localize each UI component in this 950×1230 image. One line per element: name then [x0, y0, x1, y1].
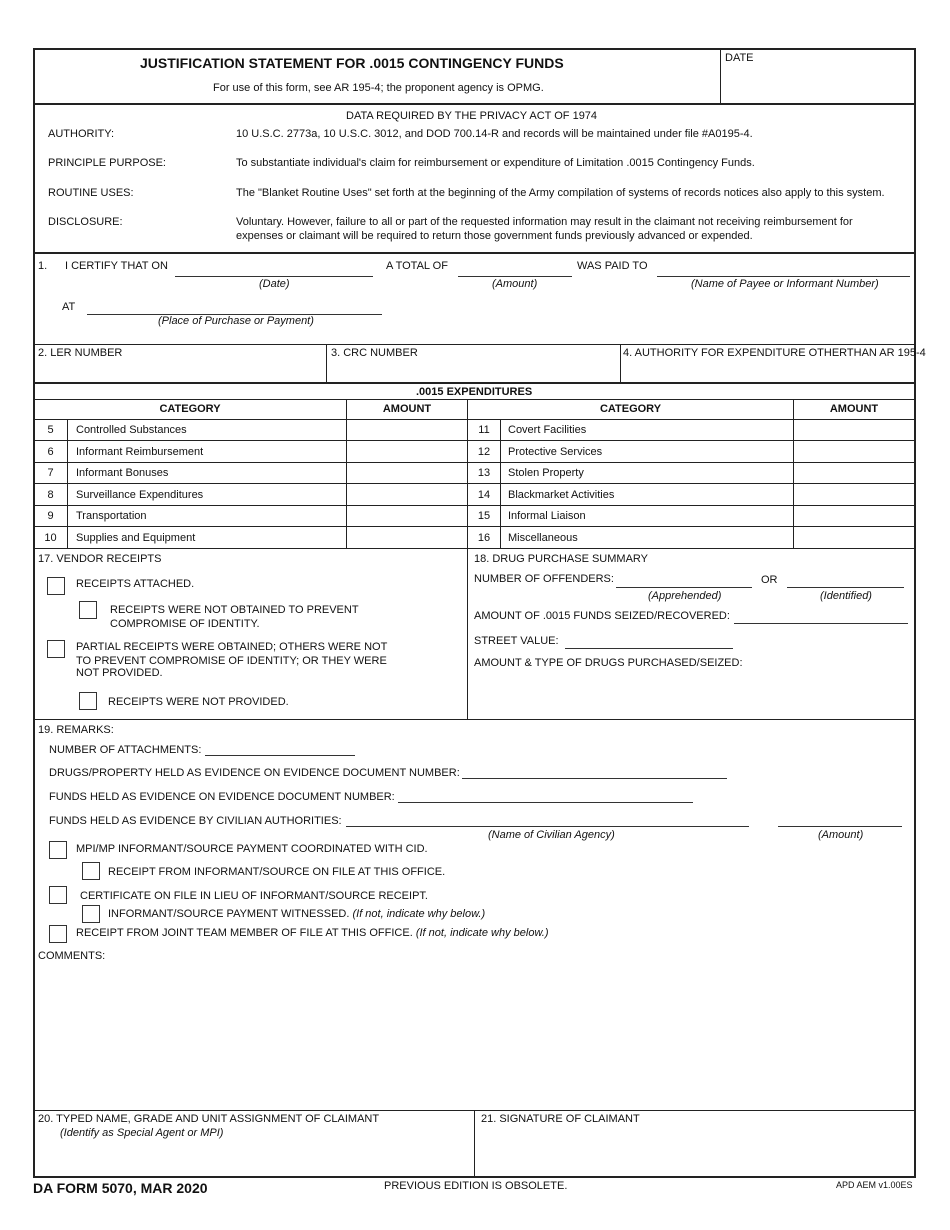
receipt-informant-label: RECEIPT FROM INFORMANT/SOURCE ON FILE AT THIS OFFICE. — [108, 866, 446, 878]
partial-receipts-line-3: NOT PROVIDED. — [76, 667, 163, 679]
row-category: Surveillance Expenditures — [76, 489, 204, 501]
funds-civilian-label: FUNDS HELD AS EVIDENCE BY CIVILIAN AUTHORITIES: — [49, 815, 342, 827]
payee-input[interactable] — [659, 260, 908, 275]
expenditures-heading: .0015 EXPENDITURES — [416, 386, 533, 398]
certificate-checkbox[interactable] — [49, 886, 67, 904]
street-label: STREET VALUE: — [474, 635, 559, 647]
row-category: Miscellaneous — [508, 532, 578, 544]
partial-receipts-checkbox[interactable] — [47, 640, 65, 658]
row-amount-input[interactable] — [797, 445, 911, 460]
total-label: A TOTAL OF — [386, 260, 448, 272]
row-number: 14 — [477, 489, 491, 501]
payment-witnessed-note: (If not, indicate why below.) — [352, 908, 486, 920]
row-number: 12 — [477, 446, 491, 458]
privacy-heading: DATA REQUIRED BY THE PRIVACY ACT OF 1974 — [346, 110, 598, 122]
payment-witnessed-label — [108, 908, 485, 920]
row-amount-input[interactable] — [797, 466, 911, 481]
place-input[interactable] — [89, 298, 380, 313]
row-number: 15 — [477, 510, 491, 522]
seized-label: AMOUNT OF .0015 FUNDS SEIZED/RECOVERED: — [474, 610, 730, 622]
identified-input[interactable] — [789, 571, 902, 586]
offenders-label: NUMBER OF OFFENDERS: — [474, 573, 614, 585]
certify-amount-input[interactable] — [460, 260, 570, 275]
row-category: Informant Bonuses — [76, 467, 169, 479]
row-amount-input[interactable] — [350, 531, 464, 546]
attachments-input[interactable] — [207, 739, 353, 754]
mpi-coordinated-label: MPI/MP INFORMANT/SOURCE PAYMENT COORDINATED WITH CID. — [76, 843, 428, 855]
receipts-not-provided-checkbox[interactable] — [79, 692, 97, 710]
place-caption: (Place of Purchase or Payment) — [158, 315, 314, 327]
row-category: Covert Facilities — [508, 424, 587, 436]
or-label: OR — [761, 574, 778, 586]
purpose-text: To substantiate individual's claim for reimbursement or expenditure of Limitation .0015 Contingency Funds. — [236, 157, 755, 169]
row-category: Supplies and Equipment — [76, 532, 196, 544]
authority-expenditure-input[interactable] — [625, 363, 910, 379]
row-amount-input[interactable] — [350, 466, 464, 481]
row-amount-input[interactable] — [797, 531, 911, 546]
agency-caption: (Name of Civilian Agency) — [488, 829, 615, 841]
crc-label: 3. CRC NUMBER — [331, 347, 418, 359]
row-category: Informant Reimbursement — [76, 446, 204, 458]
joint-team-text: RECEIPT FROM JOINT TEAM MEMBER OF FILE AT THIS OFFICE. — [76, 927, 413, 939]
left-category-header: CATEGORY — [159, 403, 221, 415]
receipts-not-obtained-checkbox[interactable] — [79, 601, 97, 619]
receipts-not-provided-label: RECEIPTS WERE NOT PROVIDED. — [108, 696, 289, 708]
row-number: 11 — [478, 424, 490, 436]
purpose-label: PRINCIPLE PURPOSE: — [48, 157, 166, 169]
edition-note: PREVIOUS EDITION IS OBSOLETE. — [384, 1180, 568, 1192]
row-number: 6 — [47, 446, 54, 458]
partial-receipts-line-1: PARTIAL RECEIPTS WERE OBTAINED; OTHERS WERE NOT — [76, 641, 388, 653]
row-amount-input[interactable] — [797, 488, 911, 503]
row-number: 10 — [44, 532, 57, 544]
claimant-name-input[interactable] — [38, 1145, 468, 1171]
funds-doc-input[interactable] — [400, 786, 691, 801]
identified-caption: (Identified) — [820, 590, 872, 602]
certificate-label: CERTIFICATE ON FILE IN LIEU OF INFORMANT/SOURCE RECEIPT. — [80, 890, 428, 902]
authority-expenditure-label: 4. AUTHORITY FOR EXPENDITURE OTHERTHAN AR 195-4 — [623, 347, 926, 359]
row-category: Informal Liaison — [508, 510, 586, 522]
amount-caption: (Amount) — [492, 278, 538, 290]
disclosure-text-2: expenses or claimant will be required to return those government funds previously advanced or expended. — [236, 230, 753, 242]
row-category: Protective Services — [508, 446, 603, 458]
authority-label: AUTHORITY: — [48, 128, 115, 140]
row-number: 9 — [47, 510, 54, 522]
version-label: APD AEM v1.00ES — [836, 1180, 913, 1190]
row-number: 16 — [477, 532, 491, 544]
partial-receipts-line-2: TO PREVENT COMPROMISE OF IDENTITY; OR THEY WERE — [76, 655, 387, 667]
routine-text: The "Blanket Routine Uses" set forth at the beginning of the Army compilation of systems of records notices also apply to this system. — [236, 187, 885, 199]
signature-label: 21. SIGNATURE OF CLAIMANT — [481, 1113, 640, 1125]
row-category: Controlled Substances — [76, 424, 187, 436]
row-number: 7 — [47, 467, 54, 479]
form-subtitle: For use of this form, see AR 195-4; the proponent agency is OPMG. — [213, 82, 544, 94]
joint-team-note: (If not, indicate why below.) — [415, 927, 549, 939]
at-label: AT — [62, 301, 76, 313]
payment-witnessed-text: INFORMANT/SOURCE PAYMENT WITNESSED. — [108, 908, 350, 920]
drug-heading: 18. DRUG PURCHASE SUMMARY — [474, 553, 648, 565]
civilian-agency-input[interactable] — [348, 810, 747, 825]
disclosure-label: DISCLOSURE: — [48, 216, 123, 228]
remarks-amount-caption: (Amount) — [818, 829, 864, 841]
joint-team-label — [76, 927, 549, 939]
receipts-attached-checkbox[interactable] — [47, 577, 65, 595]
row-number: 13 — [477, 467, 491, 479]
ler-label: 2. LER NUMBER — [38, 347, 123, 359]
paid-label: WAS PAID TO — [577, 260, 648, 272]
right-amount-header: AMOUNT — [829, 403, 879, 415]
comments-label: COMMENTS: — [38, 950, 106, 962]
drug-type-label: AMOUNT & TYPE OF DRUGS PURCHASED/SEIZED: — [474, 657, 743, 669]
attachments-label: NUMBER OF ATTACHMENTS: — [49, 744, 202, 756]
row-amount-input[interactable] — [350, 509, 464, 524]
apprehended-caption: (Apprehended) — [648, 590, 722, 602]
date-label: DATE — [725, 52, 754, 64]
signature-field[interactable] — [478, 1130, 910, 1174]
crc-input[interactable] — [331, 363, 615, 379]
certify-number: 1. — [38, 260, 48, 272]
row-number: 5 — [47, 424, 54, 436]
apprehended-input[interactable] — [618, 571, 750, 586]
right-category-header: CATEGORY — [599, 403, 662, 415]
row-amount-input[interactable] — [797, 423, 911, 438]
mpi-coordinated-checkbox[interactable] — [49, 841, 67, 859]
drug-type-input[interactable] — [474, 675, 910, 715]
form-id: DA FORM 5070, MAR 2020 — [33, 1180, 208, 1196]
receipt-informant-checkbox[interactable] — [82, 862, 100, 880]
disclosure-text-1: Voluntary. However, failure to all or part of the requested information may result in the claimant not receiving reimbursement for — [236, 216, 853, 228]
remarks-heading: 19. REMARKS: — [38, 724, 114, 736]
receipts-attached-label: RECEIPTS ATTACHED. — [76, 578, 195, 590]
funds-doc-label: FUNDS HELD AS EVIDENCE ON EVIDENCE DOCUMENT NUMBER: — [49, 791, 395, 803]
row-amount-input[interactable] — [350, 423, 464, 438]
row-category: Blackmarket Activities — [508, 489, 615, 501]
date-input[interactable] — [725, 70, 910, 98]
civilian-amount-input[interactable] — [780, 810, 900, 825]
receipts-not-obtained-line-1: RECEIPTS WERE NOT OBTAINED TO PREVENT — [110, 604, 359, 616]
claimant-name-label: 20. TYPED NAME, GRADE AND UNIT ASSIGNMENT OF CLAIMANT — [38, 1113, 380, 1125]
authority-text: 10 U.S.C. 2773a, 10 U.S.C. 3012, and DOD 700.14-R and records will be maintained under file #A0195-4. — [236, 128, 753, 140]
receipts-not-obtained-line-2: COMPROMISE OF IDENTITY. — [110, 618, 260, 630]
ler-input[interactable] — [38, 363, 322, 379]
row-number: 8 — [47, 489, 54, 501]
joint-team-checkbox[interactable] — [49, 925, 67, 943]
certify-date-input[interactable] — [177, 260, 371, 275]
street-value-input[interactable] — [567, 632, 731, 647]
row-amount-input[interactable] — [350, 445, 464, 460]
row-category: Transportation — [76, 510, 147, 522]
seized-input[interactable] — [736, 607, 906, 622]
row-category: Stolen Property — [508, 467, 584, 479]
claimant-name-note: (Identify as Special Agent or MPI) — [60, 1127, 224, 1139]
date-caption: (Date) — [259, 278, 290, 290]
payee-caption: (Name of Payee or Informant Number) — [691, 278, 879, 290]
drugs-evidence-label: DRUGS/PROPERTY HELD AS EVIDENCE ON EVIDENCE DOCUMENT NUMBER: — [49, 767, 460, 779]
certify-label: I CERTIFY THAT ON — [65, 260, 168, 272]
comments-input[interactable] — [38, 966, 912, 1108]
drugs-evidence-input[interactable] — [464, 762, 725, 777]
payment-witnessed-checkbox[interactable] — [82, 905, 100, 923]
row-amount-input[interactable] — [350, 488, 464, 503]
routine-label: ROUTINE USES: — [48, 187, 134, 199]
vendor-heading: 17. VENDOR RECEIPTS — [38, 553, 162, 565]
left-amount-header: AMOUNT — [382, 403, 432, 415]
row-amount-input[interactable] — [797, 509, 911, 524]
form-title: JUSTIFICATION STATEMENT FOR .0015 CONTINGENCY FUNDS — [140, 55, 564, 71]
